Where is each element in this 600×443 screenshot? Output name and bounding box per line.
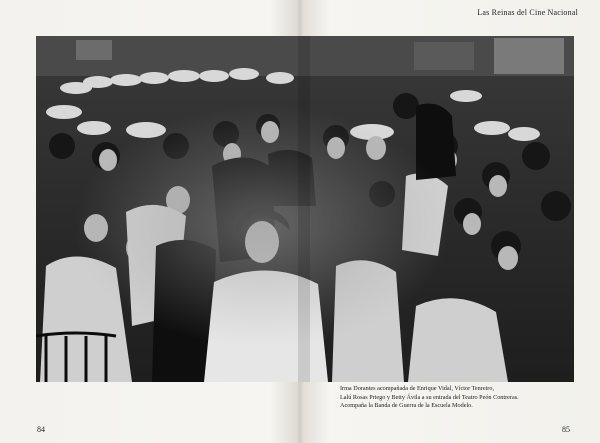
caption-line: Irma Dorantes acompañada de Enrique Vidal, Víctor Tenreiro, (340, 385, 494, 392)
photo-image (36, 36, 574, 382)
running-head: Las Reinas del Cine Nacional (477, 8, 578, 17)
caption-line: Acompaña la Banda de Guerra de la Escuela Modelo. (340, 402, 473, 410)
page-number-left: 84 (37, 425, 45, 434)
crowd-photograph (36, 36, 574, 382)
caption-line: Lalú Rosas Priego y Betty Ávila a su entrada del Teatro Peón Contreras. (340, 393, 519, 401)
photo-caption (340, 385, 580, 411)
page-number-right: 85 (562, 425, 570, 434)
